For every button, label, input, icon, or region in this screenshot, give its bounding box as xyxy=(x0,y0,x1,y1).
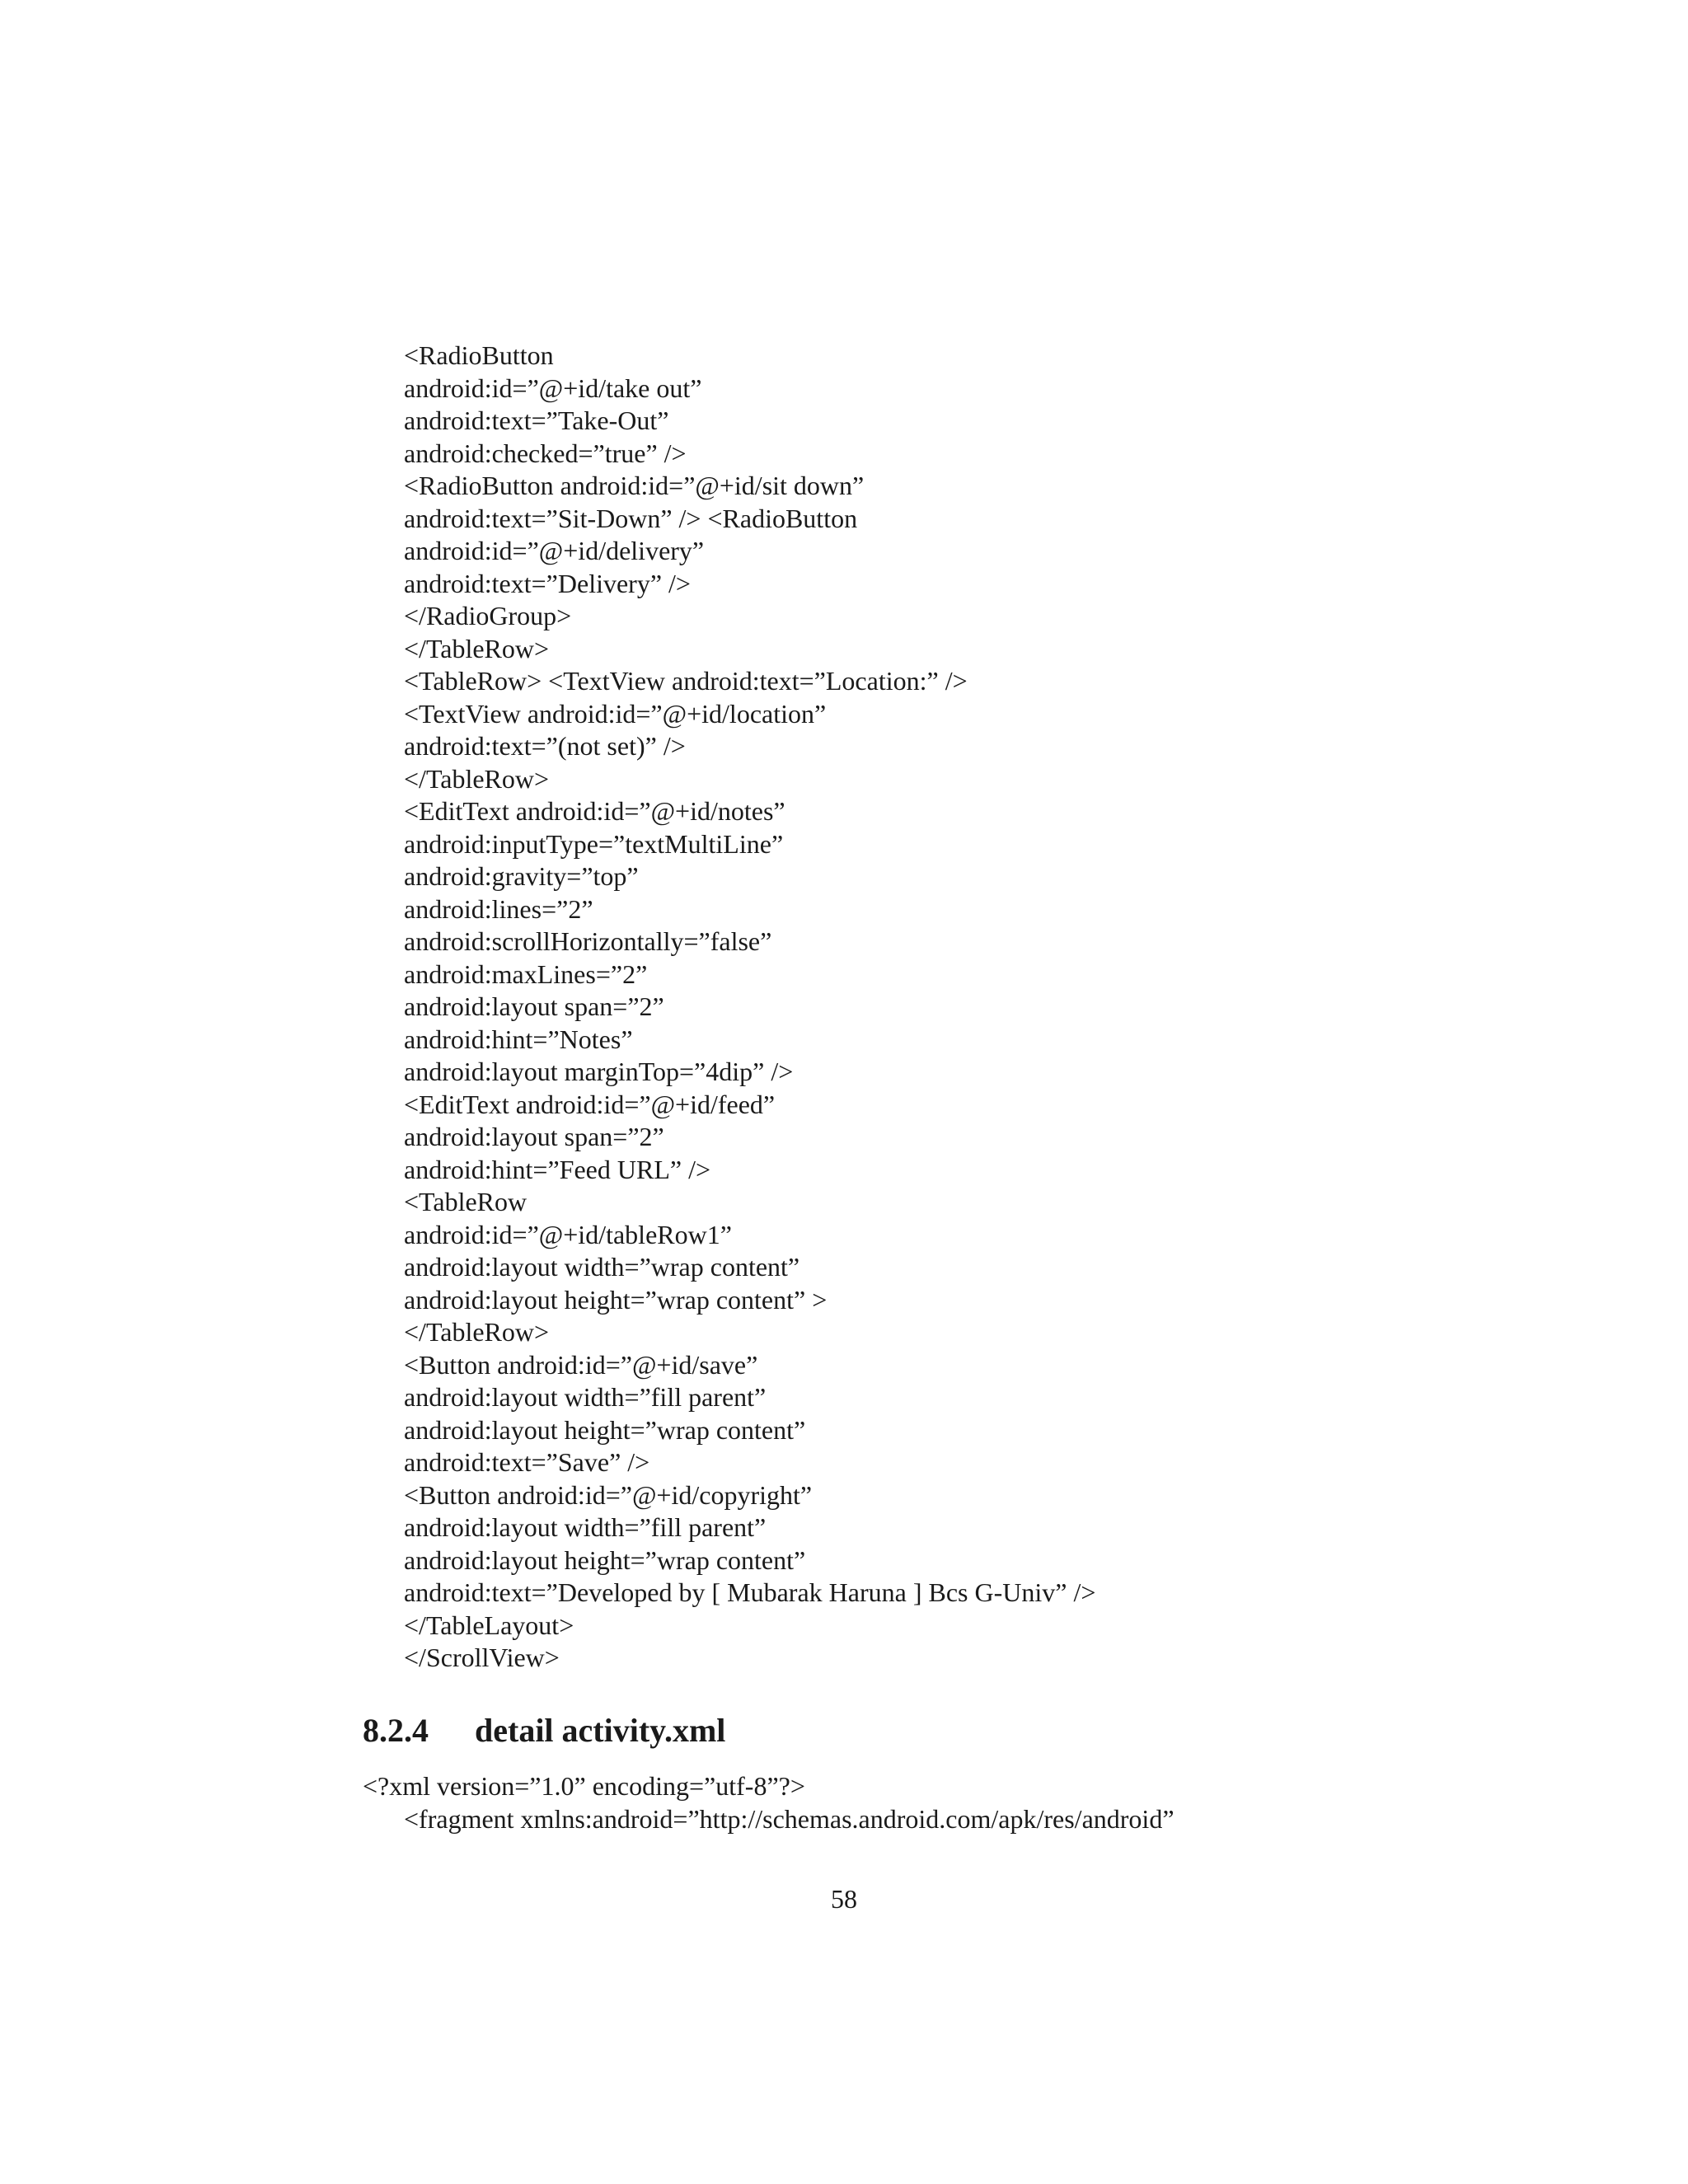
code-line: </RadioGroup> xyxy=(404,601,572,630)
code-line: android:id=”@+id/tableRow1” xyxy=(404,1219,732,1249)
code-line: android:checked=”true” /> xyxy=(404,438,687,468)
page-number: 58 xyxy=(831,1884,857,1914)
code-line: android:scrollHorizontally=”false” xyxy=(404,926,772,956)
code-line: android:layout width=”fill parent” xyxy=(404,1512,767,1542)
code-line: <Button android:id=”@+id/copyright” xyxy=(404,1479,813,1510)
code-line: <RadioButton xyxy=(404,340,554,370)
code-line: android:layout height=”wrap content” xyxy=(404,1544,806,1575)
code-listing xyxy=(404,340,1640,1675)
section-title: detail activity.xml xyxy=(475,1712,726,1749)
code-line: android:layout marginTop=”4dip” /> xyxy=(404,1057,794,1086)
code-line: android:hint=”Notes” xyxy=(404,1024,633,1054)
code-line: </ScrollView> xyxy=(404,1643,560,1672)
code-line: android:hint=”Feed URL” /> xyxy=(404,1154,711,1184)
code-line: </TableLayout> xyxy=(404,1610,574,1640)
code-line: </TableRow> xyxy=(404,763,550,794)
code-line: android:maxLines=”2” xyxy=(404,958,648,989)
code-line: android:layout width=”fill parent” xyxy=(404,1382,767,1412)
code-line: android:layout height=”wrap content” > xyxy=(404,1284,828,1315)
code-line: android:layout width=”wrap content” xyxy=(404,1252,800,1282)
section-heading xyxy=(363,1706,725,1755)
code-line: android:layout span=”2” xyxy=(404,1122,664,1151)
code-line: <EditText android:id=”@+id/notes” xyxy=(404,796,785,826)
code-line: <?xml version=”1.0” encoding=”utf-8”?> xyxy=(363,1771,805,1801)
code-line: <EditText android:id=”@+id/feed” xyxy=(404,1089,776,1119)
code-line: android:text=”Sit-Down” /> <RadioButton xyxy=(404,503,858,533)
code-line: android:id=”@+id/take out” xyxy=(404,373,702,403)
code-line: android:lines=”2” xyxy=(404,893,593,924)
code-line: <TableRow xyxy=(404,1187,528,1216)
code-line: <Button android:id=”@+id/save” xyxy=(404,1349,758,1380)
code-line: android:layout span=”2” xyxy=(404,991,664,1021)
code-line: <TextView android:id=”@+id/location” xyxy=(404,698,827,729)
section-code-listing xyxy=(363,1770,1648,1835)
code-line: <fragment xmlns:android=”http://schemas.android.com/apk/res/android” xyxy=(404,1803,1175,1834)
code-line: <TableRow> <TextView android:text=”Location:” /> xyxy=(404,666,968,696)
code-line: android:text=”Developed by [ Mubarak Haruna ] Bcs G-Univ” /> xyxy=(404,1577,1096,1607)
code-line: <RadioButton android:id=”@+id/sit down” xyxy=(404,471,865,500)
code-line: android:layout height=”wrap content” xyxy=(404,1414,806,1445)
code-line: android:text=”Take-Out” xyxy=(404,405,669,435)
code-line: android:text=”(not set)” /> xyxy=(404,731,686,761)
code-line: </TableRow> xyxy=(404,633,550,663)
section-number: 8.2.4 xyxy=(363,1712,429,1749)
code-line: android:text=”Delivery” /> xyxy=(404,568,691,598)
code-line: android:inputType=”textMultiLine” xyxy=(404,828,784,859)
code-line: android:id=”@+id/delivery” xyxy=(404,536,705,565)
code-line: android:gravity=”top” xyxy=(404,861,639,891)
code-line: android:text=”Save” /> xyxy=(404,1447,650,1477)
code-line: </TableRow> xyxy=(404,1317,550,1347)
